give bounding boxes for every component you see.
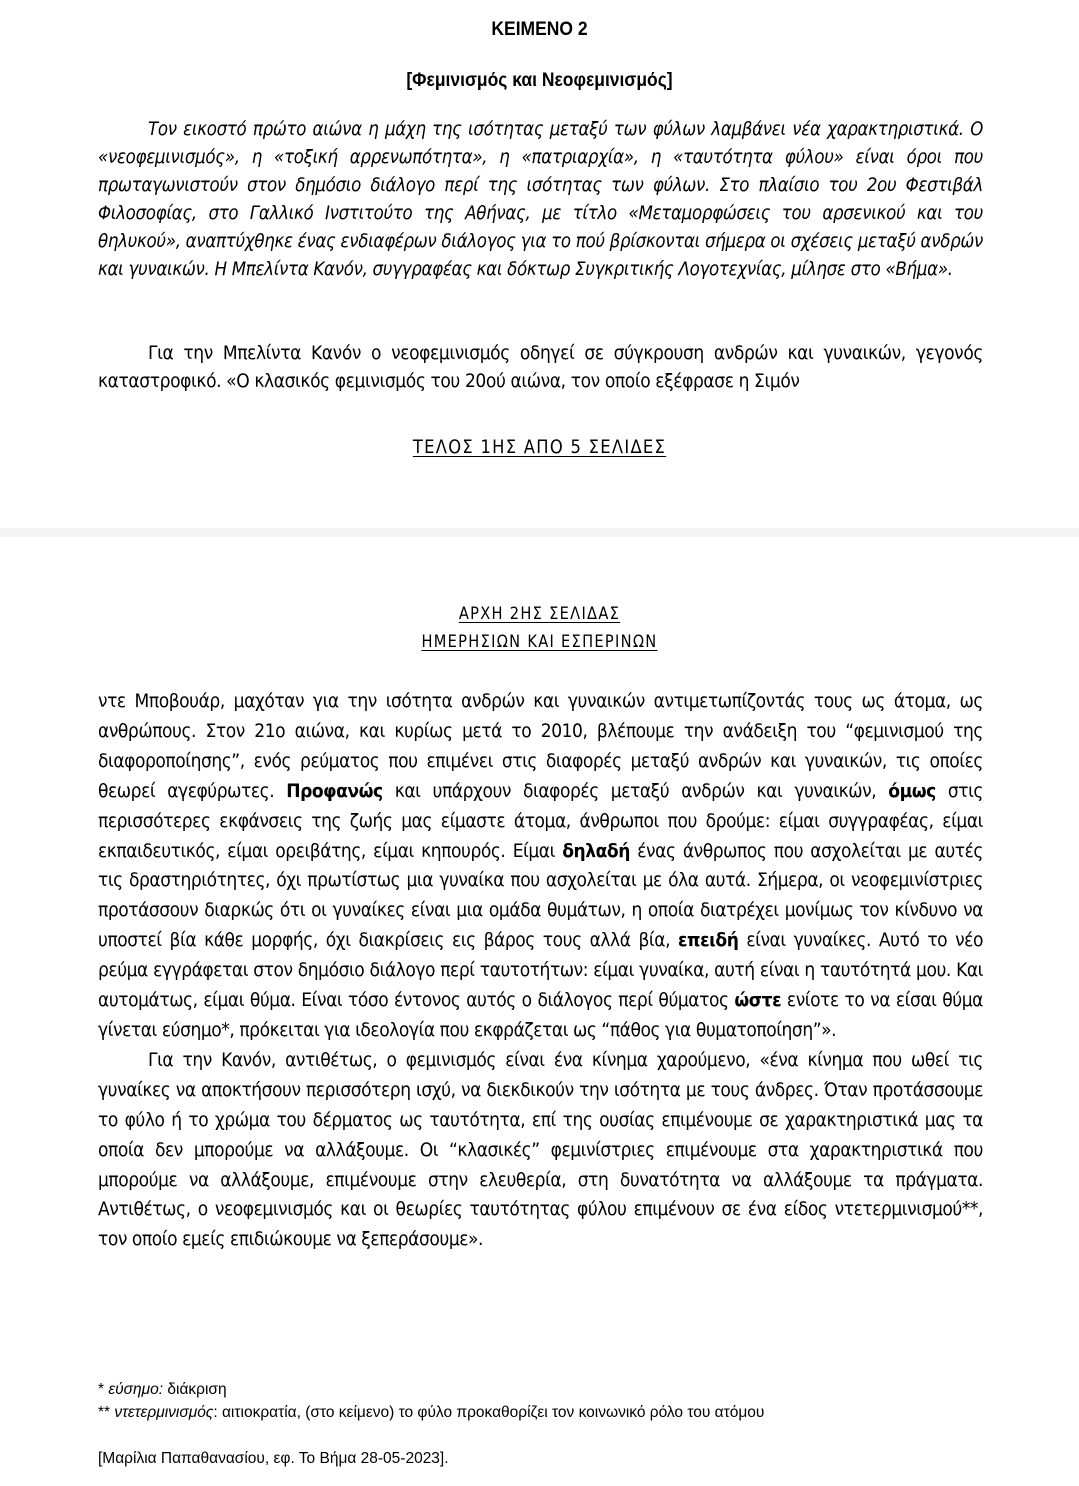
text-run: και υπάρχουν διαφορές μεταξύ ανδρών και γυναικών, — [382, 779, 889, 802]
page2-exam-note: ΗΜΕΡΗΣΙΩΝ ΚΑΙ ΕΣΠΕΡΙΝΩΝ — [421, 632, 658, 652]
footnote-term: εύσημο: — [108, 1381, 164, 1398]
text-run: είναι γυναίκες. Αυτό το νέο ρεύμα εγγράφεται στον δημόσιο διάλογο περί ταυτοτήτων: είμαι γυναίκα, αυτή είναι η ταυτότητά μου. Και αυτομάτως, είμαι θύμα. Είναι τόσο έντονος αυτός ο διάλογος περί θύματος — [98, 929, 983, 1012]
page-1 — [0, 0, 1079, 528]
page2-start-note: ΑΡΧΗ 2ΗΣ ΣΕΛΙΔΑΣ — [458, 604, 621, 624]
bold-connector: Προφανώς — [286, 779, 383, 802]
footnote-term: ντετερμινισμός — [114, 1404, 214, 1421]
page1-end-note: ΤΕΛΟΣ 1ΗΣ ΑΠΟ 5 ΣΕΛΙΔΕΣ — [412, 436, 667, 458]
intro-paragraph: Τον εικοστό πρώτο αιώνα η μάχη της ισότητας μεταξύ των φύλων λαμβάνει νέα χαρακτηριστικά. Ο «νεοφεμινισμός», η «τοξική αρρενωπότητα», η «πατριαρχία», η «ταυτότητα φύλου» είναι όροι που πρωταγωνιστούν στον δημόσιο διάλογο περί της ισότητας των φύλων. Στο πλαίσιο του 2ου Φεστιβάλ Φιλοσοφίας, στο Γαλλικό Ινστιτούτο της Αθήνας, με τίτλο «Μεταμορφώσεις του αρσενικού και του θηλυκού», αναπτύχθηκε ένας ενδιαφέρων διάλογος για το πού βρίσκονται σήμερα οι σχέσεις μεταξύ ανδρών και γυναικών. Η Μπελίντα Κανόν, συγγραφέας και δόκτωρ Συγκριτικής Λογοτεχνίας, μίλησε στο «Βήμα». — [98, 119, 983, 280]
footnote-marker: ** — [98, 1404, 115, 1421]
source-citation: [Μαρίλια Παπαθανασίου, εφ. Το Βήμα 28-05-2023]. — [98, 1450, 449, 1467]
text-run: ένας άνθρωπος που ασχολείται με αυτές τις δραστηριότητες, όχι πρωτίστως μια γυναίκα που ασχολείται με όλα αυτά. Σήμερα, οι νεοφεμινίστριες προτάσσουν διαρκώς ότι οι γυναίκες είναι μια ομάδα θυμάτων, η οποία διατρέχει μονίμως τον κίνδυνο να υποστεί βία κάθε μορφής, όχι διακρίσεις εις βάρος τους αλλά βία, — [98, 839, 983, 952]
document-subtitle: [Φεμινισμός και Νεοφεμινισμός] — [406, 70, 673, 91]
intro-paragraph-block — [98, 116, 983, 284]
footnotes — [98, 1378, 983, 1424]
text-run: ντε Μποβουάρ, μαχόταν για την ισότητα ανδρών και γυναικών αντιμετωπίζοντάς τους ως άτομα, ως ανθρώπους. Στον 21ο αιώνα, και κυρίως μετά το 2010, βλέπουμε την ανάδειξη του “φεμινισμού της διαφοροποίησης”, ενός ρεύματος που επιμένει στις διαφορές μεταξύ ανδρών και γυναικών, τις οποίες θεωρεί αγεφύρωτες. — [98, 690, 983, 802]
page2-body-block — [98, 687, 983, 1255]
footnote-2 — [98, 1401, 983, 1424]
bold-connector: δηλαδή — [562, 839, 630, 862]
page1-body-block — [98, 339, 983, 395]
footnote-1 — [98, 1378, 983, 1401]
bold-connector: ώστε — [734, 989, 782, 1012]
document-title: ΚΕΙΜΕΝΟ 2 — [491, 19, 588, 40]
bold-connector: επειδή — [677, 929, 739, 952]
page2-paragraph-1 — [98, 687, 983, 1046]
footnote-marker: * — [98, 1381, 109, 1398]
bold-connector: όμως — [888, 779, 936, 802]
text-run: ενίοτε το να είσαι θύμα γίνεται εύσημο*, πρόκειται για ιδεολογία που εκφράζεται ως “πάθος για θυματοποίηση”». — [98, 989, 983, 1041]
footnote-definition: διάκριση — [163, 1381, 227, 1398]
footnote-definition: : αιτιοκρατία, (στο κείμενο) το φύλο προκαθορίζει τον κοινωνικό ρόλο του ατόμου — [213, 1404, 765, 1421]
page2-paragraph-2: Για την Κανόν, αντιθέτως, ο φεμινισμός είναι ένα κίνημα χαρούμενο, «ένα κίνημα που ωθεί τις γυναίκες να αποκτήσουν περισσότερη ισχύ, να διεκδικούν την ισότητα με τους άνδρες. Όταν προτάσσουμε το φύλο ή το χρώμα του δέρματος ως ταυτότητα, επί της ουσίας επιμένουμε σε χαρακτηριστικά μας τα οποία δεν μπορούμε να αλλάξουμε. Οι “κλασικές” φεμινίστριες επιμένουμε στα χαρακτηριστικά που μπορούμε να αλλάξουμε, επιμένουμε στην ελευθερία, στη δυνατότητα να αλλάξουμε τα πράγματα. Αντιθέτως, ο νεοφεμινισμός και οι θεωρίες ταυτότητας φύλου επιμένουν σε ένα είδος ντετερμινισμού**, τον οποίο εμείς επιδιώκουμε να ξεπεράσουμε». — [98, 1048, 983, 1251]
text-run: στις περισσότερες εκφάνσεις της ζωής μας είμαστε άτομα, άνθρωποι που δρούμε: είμαι συγγραφέας, είμαι εκπαιδευτικός, είμαι ορειβάτης, είμαι κηπουρός. Είμαι — [98, 779, 983, 862]
page1-body-paragraph: Για την Μπελίντα Κανόν ο νεοφεμινισμός οδηγεί σε σύγκρουση ανδρών και γυναικών, γεγονός καταστροφικό. «Ο κλασικός φεμινισμός του 20ού αιώνα, τον οποίο εξέφρασε η Σιμόν — [98, 342, 983, 392]
page-separator — [0, 528, 1079, 537]
